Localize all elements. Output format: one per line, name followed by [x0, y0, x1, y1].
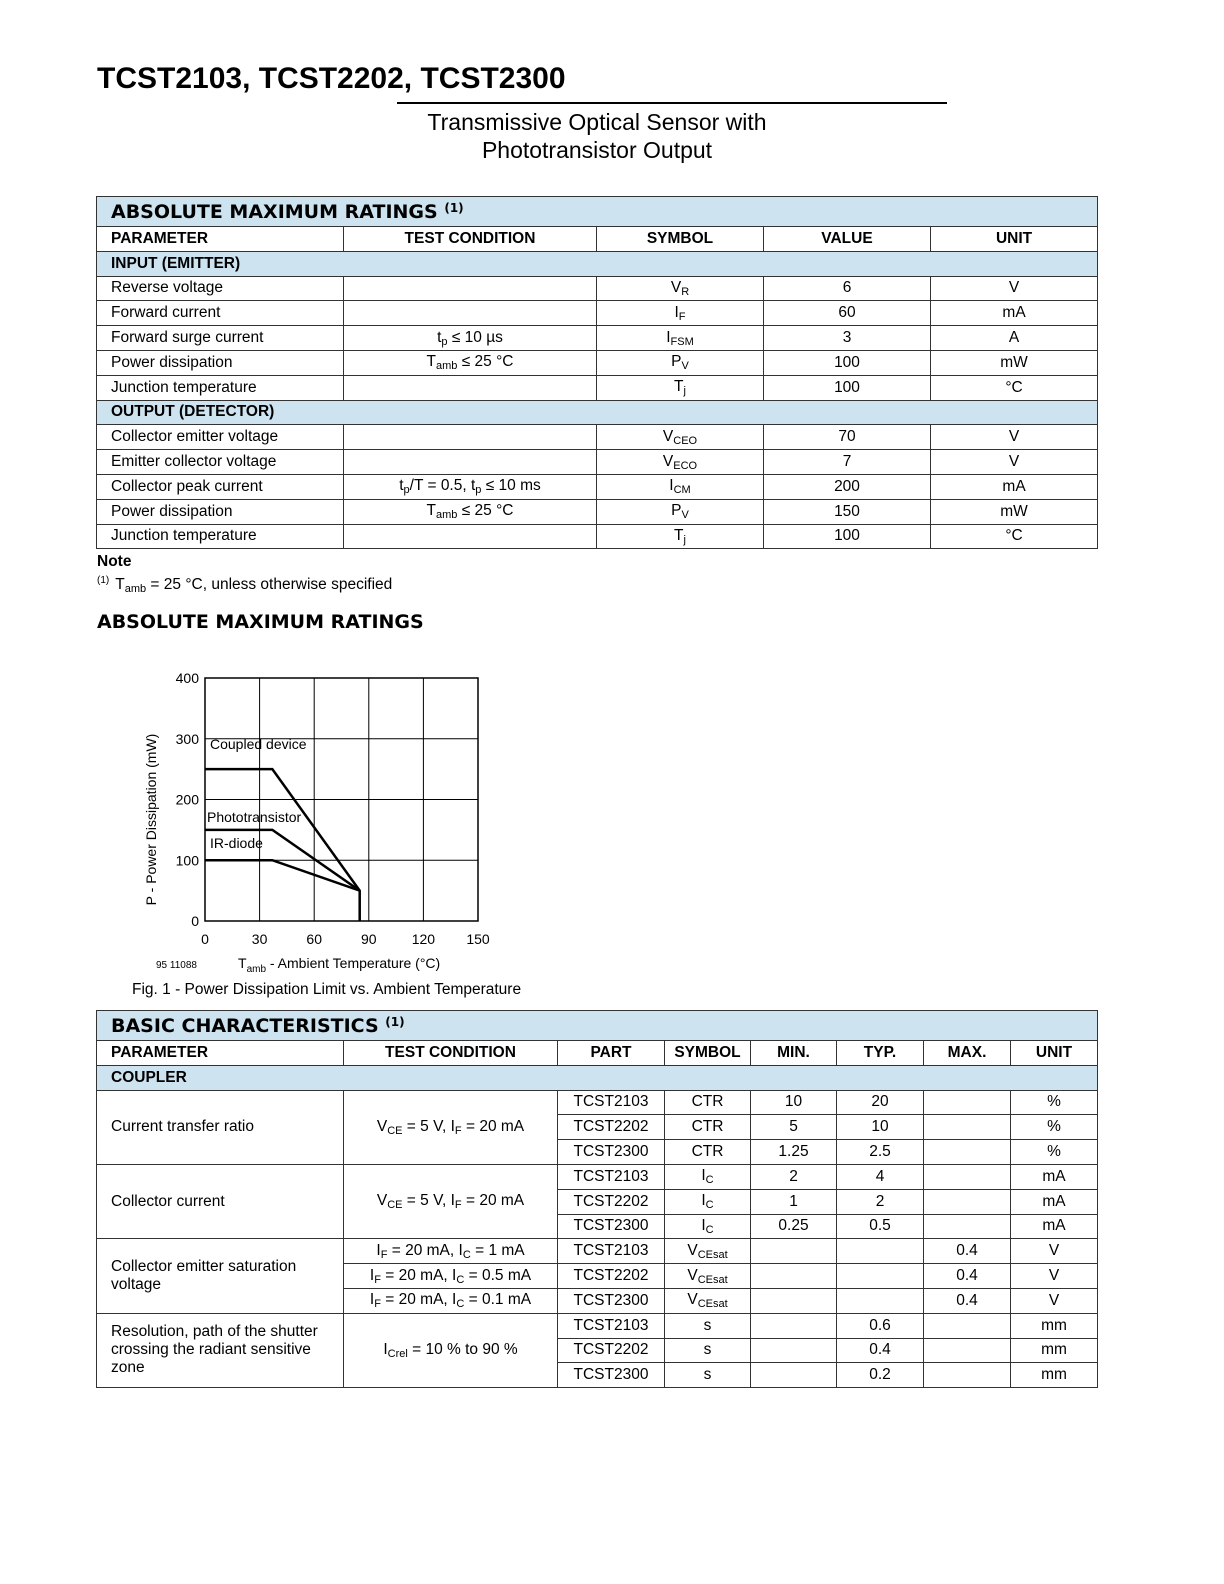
table-row: $I_F = 20$ mA, $I_C = 0.1$ mA TCST2300 $V_{CEsat}$ 0.4 V: [97, 1288, 1098, 1313]
power-dissipation-chart: [130, 660, 510, 980]
section-output-detector: OUTPUT (DETECTOR): [97, 400, 1098, 425]
table-row: Power dissipation $T_{amb} \le 25$ °C $P_V$ 150 mW: [97, 499, 1098, 524]
table-header-row: PARAMETER TEST CONDITION PART SYMBOL MIN. TYP. MAX. UNIT: [97, 1041, 1098, 1066]
x-tick-label: 30: [251, 931, 268, 947]
table-row: Collector emitter saturation voltage $I_F = 20$ mA, $I_C = 1$ mA TCST2103 $V_{CEsat}$ 0.4 V: [97, 1239, 1098, 1264]
table-row: Emitter collector voltage $V_{ECO}$ 7 V: [97, 450, 1098, 475]
subtitle-line-2: Phototransistor Output: [481, 137, 713, 163]
page-subtitle: [397, 108, 797, 164]
table-row: Resolution, path of the shutter crossing the radiant sensitive zone $I_{Crel} = 10$ % to 90 % TCST2103 s 0.6 mm: [97, 1313, 1098, 1338]
section-heading: ABSOLUTE MAXIMUM RATINGS: [97, 611, 424, 633]
series-label-coupled-device: Coupled device: [210, 735, 307, 752]
table-title: ABSOLUTE MAXIMUM RATINGS $^{(1)}$: [97, 197, 1098, 227]
table-row: Power dissipation $T_{amb} \le 25$ °C $P_V$ 100 mW: [97, 350, 1098, 375]
y-tick-label: 400: [175, 670, 199, 686]
table-row: Current transfer ratio $V_{CE} = 5$ V, $I_F = 20$ mA TCST2103 CTR 10 20 %: [97, 1090, 1098, 1115]
x-tick-label: 0: [201, 931, 209, 947]
x-tick-label: 60: [306, 931, 322, 947]
figure-caption: Fig. 1 - Power Dissipation Limit vs. Ambient Temperature: [132, 981, 522, 998]
table-row: Collector current $V_{CE} = 5$ V, $I_F = 20$ mA TCST2103 $I_C$ 2 4 mA: [97, 1164, 1098, 1189]
section-input-emitter: INPUT (EMITTER): [97, 251, 1098, 276]
y-tick-label: 200: [175, 791, 199, 808]
table-row: TCST2202 s 0.4 mm: [97, 1338, 1098, 1363]
series-label-ir-diode: IR-diode: [210, 835, 263, 852]
table-row: Forward current $I_F$ 60 mA: [97, 301, 1098, 326]
absolute-max-ratings-table: [96, 196, 1098, 549]
x-tick-label: 150: [466, 931, 490, 947]
title-rule: [397, 102, 947, 104]
note-text: $^{(1)}$ $T_{amb} = 25$ °C, unless otherwise specified: [97, 575, 393, 595]
x-tick-label: 120: [411, 931, 436, 947]
table-row: TCST2202 CTR 5 10 %: [97, 1115, 1098, 1140]
y-tick-label: 100: [175, 852, 199, 869]
note-heading: Note: [97, 553, 132, 570]
table-row: Forward surge current $t_p \le 10$ µs $I_{FSM}$ 3 A: [97, 326, 1098, 351]
section-coupler: COUPLER: [97, 1065, 1098, 1090]
y-axis-label: P - Power Dissipation (mW): [143, 733, 159, 906]
x-axis-label: $T_{amb}$ - Ambient Temperature (°C): [238, 955, 441, 975]
table-header-row: PARAMETER TEST CONDITION SYMBOL VALUE UNIT: [97, 227, 1098, 252]
table-row: Collector peak current $t_p/T = 0.5$, $t_p \le 10$ ms $I_{CM}$ 200 mA: [97, 474, 1098, 499]
table-row: Collector emitter voltage $V_{CEO}$ 70 V: [97, 425, 1098, 450]
table-row: TCST2300 $I_C$ 0.25 0.5 mA: [97, 1214, 1098, 1239]
table-row: TCST2300 CTR 1.25 2.5 %: [97, 1140, 1098, 1165]
table-row: TCST2202 $I_C$ 1 2 mA: [97, 1189, 1098, 1214]
table-row: Junction temperature $T_j$ 100 °C: [97, 375, 1098, 400]
table-row: TCST2300 s 0.2 mm: [97, 1363, 1098, 1388]
table-title: BASIC CHARACTERISTICS $^{(1)}$: [97, 1011, 1098, 1041]
y-tick-label: 0: [191, 913, 199, 929]
series-label-phototransistor: Phototransistor: [207, 808, 302, 825]
page-title: TCST2103, TCST2202, TCST2300: [97, 62, 566, 95]
y-tick-label: 300: [175, 730, 199, 747]
table-row: Junction temperature $T_j$ 100 °C: [97, 524, 1098, 549]
basic-characteristics-table: [96, 1010, 1098, 1388]
table-row: Reverse voltage $V_R$ 6 V: [97, 276, 1098, 301]
x-tick-label: 90: [361, 931, 377, 947]
subtitle-line-1: Transmissive Optical Sensor with: [427, 109, 767, 135]
figure-code: 95 11088: [156, 960, 197, 971]
table-row: $I_F = 20$ mA, $I_C = 0.5$ mA TCST2202 $V_{CEsat}$ 0.4 V: [97, 1264, 1098, 1289]
